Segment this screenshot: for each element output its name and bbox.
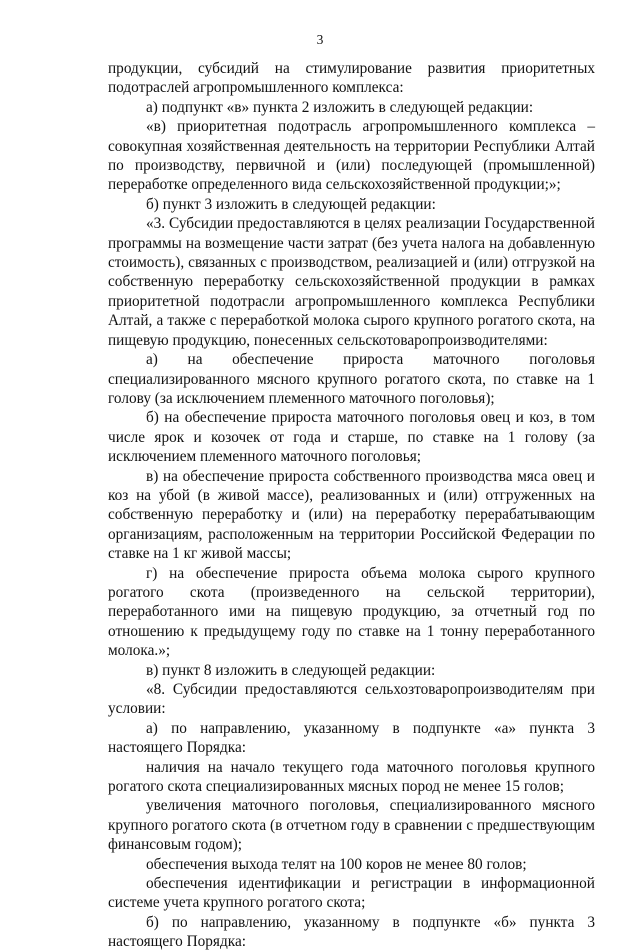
document-body xyxy=(108,59,595,952)
paragraph: г) на обеспечение прироста объема молока сырого крупного рогатого скота (произведенного на сельской территории), переработанного ими на пищевую продукцию, за отчетный год по отношению к предыдущему году по ставке на 1 тонну переработанного молока.»; xyxy=(108,564,595,660)
paragraph: в) на обеспечение прироста собственного производства мяса овец и коз на убой (в живой массе), реализованных и (или) отгруженных на собственную переработку и (или) на переработку перерабатывающим организациям, расположенным на территории Российской Федерации по ставке на 1 кг живой массы; xyxy=(108,467,595,563)
paragraph: продукции, субсидий на стимулирование развития приоритетных подотраслей агропромышленного комплекса: xyxy=(108,60,595,97)
paragraph: обеспечения выхода телят на 100 коров не менее 80 голов; xyxy=(146,855,527,873)
paragraph: а) на обеспечение прироста маточного поголовья специализированного мясного крупного рогатого скота, по ставке на 1 голову (за исключением племенного маточного поголовья); xyxy=(108,351,595,407)
paragraph: а) подпункт «в» пункта 2 изложить в следующей редакции: xyxy=(146,98,534,116)
paragraph: в) пункт 8 изложить в следующей редакции: xyxy=(146,661,436,679)
paragraph: б) по направлению, указанному в подпункте «б» пункта 3 настоящего Порядка: xyxy=(108,913,595,951)
paragraph: б) пункт 3 изложить в следующей редакции: xyxy=(146,195,436,213)
paragraph: наличия на начало текущего года маточного поголовья крупного рогатого скота специализированных мясных пород не менее 15 голов; xyxy=(108,758,595,796)
paragraph: а) по направлению, указанному в подпункте «а» пункта 3 настоящего Порядка: xyxy=(108,719,595,757)
page-number: 3 xyxy=(316,32,324,47)
paragraph: «в) приоритетная подотрасль агропромышленного комплекса – совокупная хозяйственная деятельность на территории Республики Алтай по производству, первичной и (или) последующей (промышленной) переработке определенного вида сельскохозяйственной продукции;»; xyxy=(108,118,595,194)
paragraph: увеличения маточного поголовья, специализированного мясного крупного рогатого скота (в отчетном году в сравнении с предшествующим финансовым годом); xyxy=(108,797,595,854)
paragraph: «8. Субсидии предоставляются сельхозтоваропроизводителям при условии: xyxy=(108,681,595,718)
paragraph: б) на обеспечение прироста маточного поголовья овец и коз, в том числе ярок и козочек от года и старше, по ставке на 1 голову (за исключением племенного маточного поголовья; xyxy=(108,409,595,466)
paragraph: обеспечения идентификации и регистрации в информационной системе учета крупного рогатого скота; xyxy=(108,875,595,912)
paragraph: «3. Субсидии предоставляются в целях реализации Государственной программы на возмещение части затрат (без учета налога на добавленную стоимость), связанных с производством, реализацией и (или) отгрузкой на собственную переработку сельскохозяйственной продукции в рамках приоритетной подотрасли агропромышленного комплекса Республики Алтай, а также с переработкой молока сырого крупного рогатого скота, на пищевую продукцию, понесенных сельскотоваропроизводителями: xyxy=(108,215,595,349)
